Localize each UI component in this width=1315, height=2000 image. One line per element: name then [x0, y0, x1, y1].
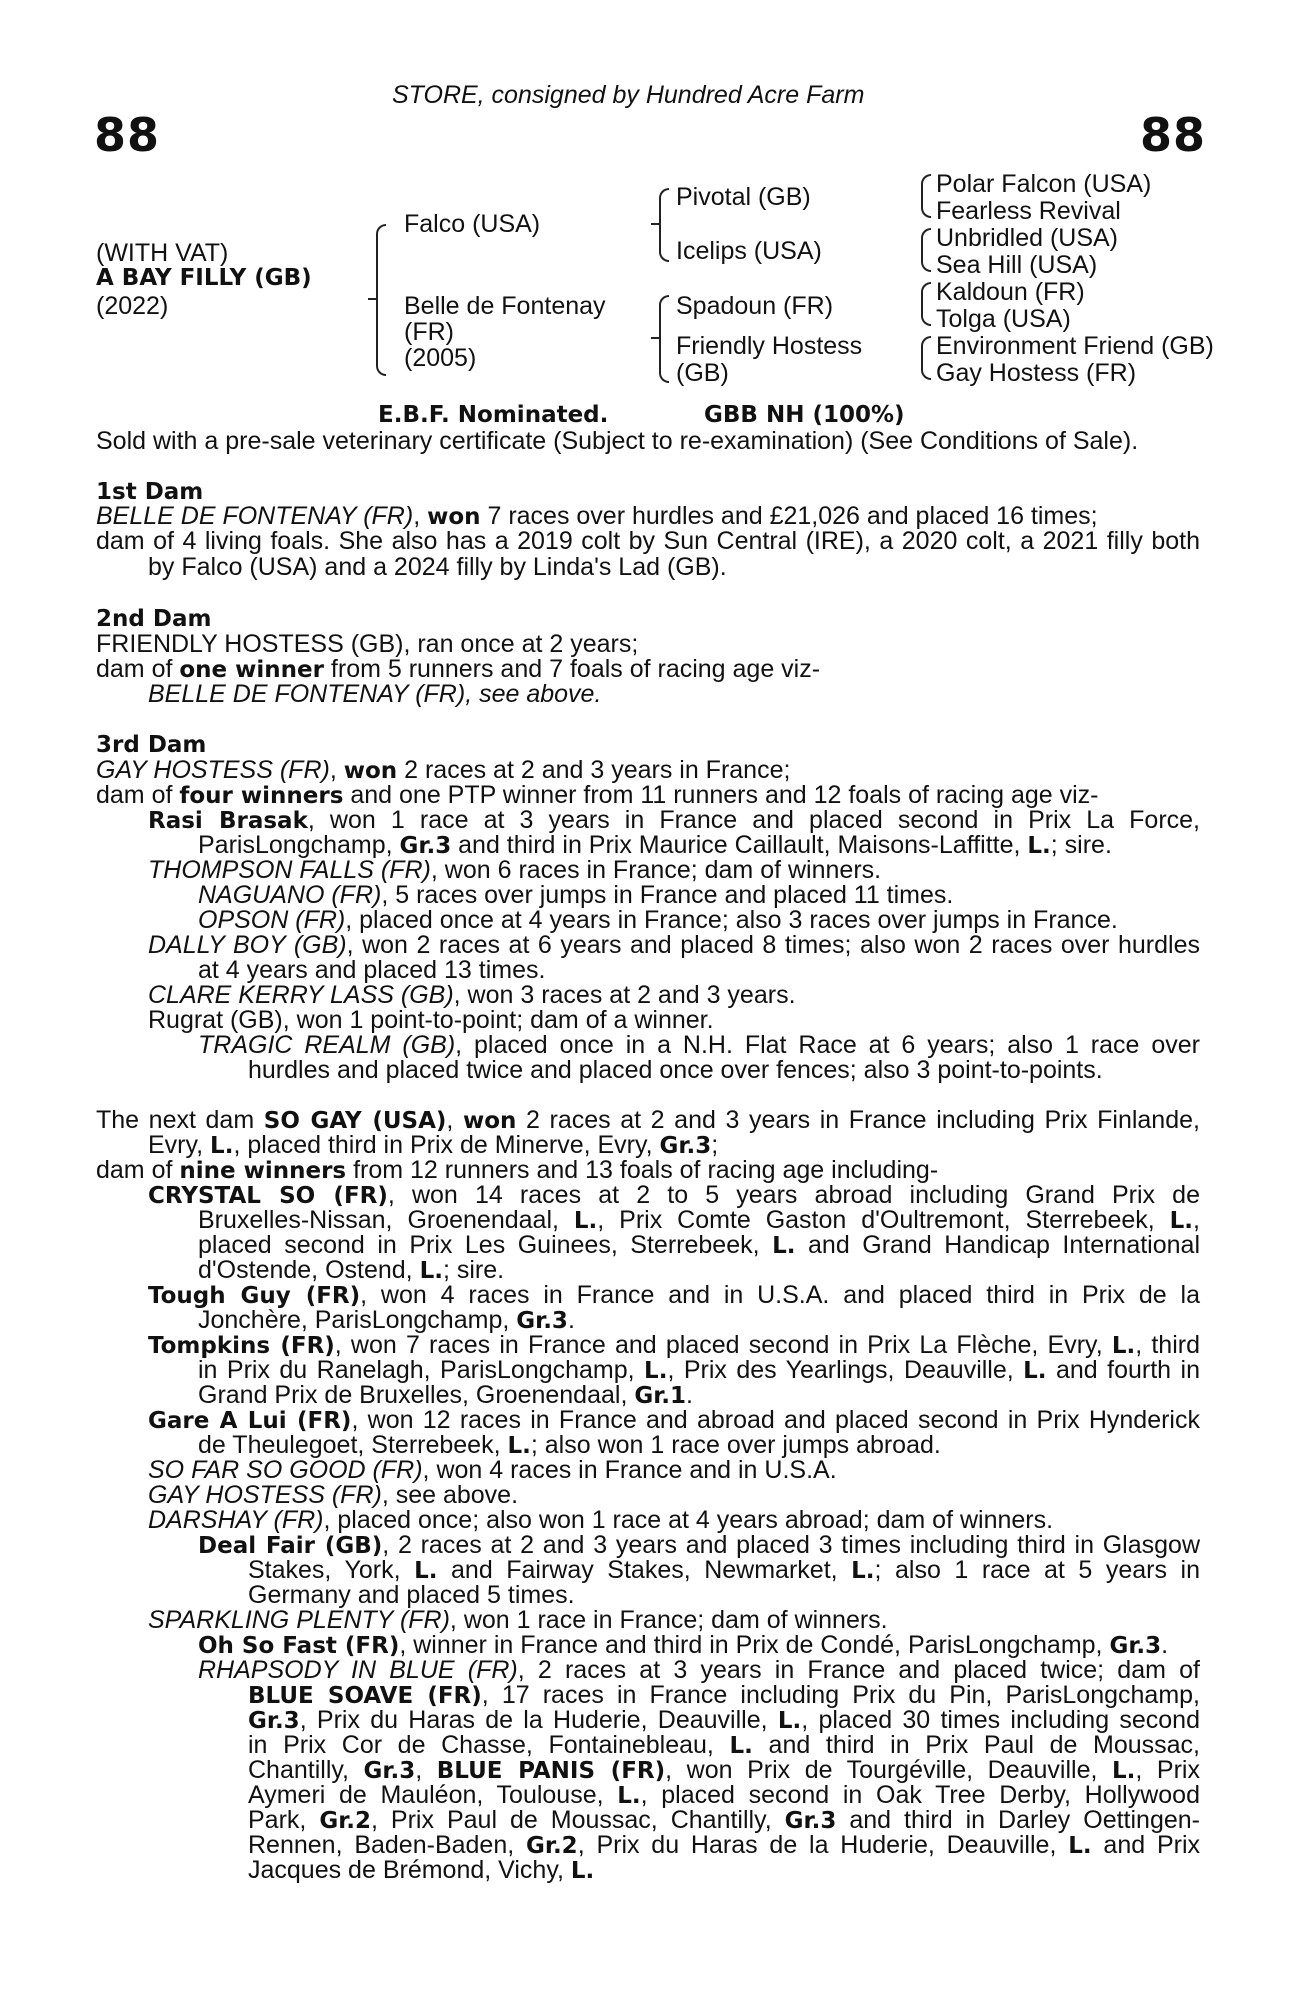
blue-soave-line6 [248, 1807, 1200, 1834]
record-text: , won 1 race in France; dam of winners. [449, 1606, 888, 1634]
horse-name: NAGUANO (FR) [198, 881, 382, 909]
text: Jacques de Brémond, Vichy, [248, 1856, 571, 1884]
text: placed second in Prix Les Guinees, Sterrebeek, [198, 1231, 773, 1259]
text: and third in Prix Paul de Moussac, [752, 1731, 1200, 1759]
blue-soave-line8 [248, 1857, 1200, 1884]
pedigree-sdd: Sea Hill (USA) [936, 251, 1098, 279]
rasi-brasak-line1 [148, 807, 1200, 834]
pedigree-dam-line2: (FR) [404, 318, 454, 346]
pedigree-brace-sire [659, 188, 669, 262]
text: , third [1135, 1331, 1200, 1359]
listed: L. [414, 1558, 438, 1584]
horse-name: GAY HOSTESS (FR) [148, 1481, 382, 1509]
record-text: , placed once in a N.H. Flat Race at 6 years; also 1 race over [455, 1031, 1200, 1059]
text: and Prix [1091, 1831, 1200, 1859]
text: , placed third in Prix de Minerve, Evry, [233, 1131, 660, 1159]
text: Rennen, Baden-Baden, [248, 1831, 526, 1859]
grade: Gr.1 [634, 1383, 687, 1409]
listed: L. [1068, 1833, 1092, 1859]
horse-name: A BAY FILLY (GB) [96, 265, 312, 291]
listed: L. [1169, 1208, 1194, 1234]
pedigree-brace-4a [921, 174, 931, 218]
text: ; sire. [442, 1256, 505, 1284]
horse-name: Tough Guy (FR) [148, 1283, 361, 1309]
foaling-year: (2022) [96, 292, 169, 320]
deal-fair-line2 [248, 1557, 1200, 1584]
record-text: , 5 races over jumps in France and placed 11 times. [381, 881, 954, 909]
text: d'Ostende, Ostend, [198, 1256, 420, 1284]
listed: L. [772, 1233, 796, 1259]
gare-a-lui-line1 [148, 1407, 1200, 1434]
rasi-brasak-line2 [198, 832, 1200, 859]
record-text: , 17 races in France including Prix du Pin, ParisLongchamp, [481, 1681, 1201, 1709]
blue-soave-line2 [248, 1707, 1200, 1734]
text: in Prix du Ranelagh, ParisLongchamp, [198, 1356, 645, 1384]
vat-note: (WITH VAT) [96, 239, 229, 267]
pedigree-brace-main-tick [368, 298, 376, 300]
pedigree-sds: Unbridled (USA) [936, 224, 1119, 252]
lot-number-right: 88 [1140, 108, 1207, 162]
pedigree-brace-main [376, 224, 386, 376]
ebf-nomination: E.B.F. Nominated. [378, 402, 609, 428]
blue-soave-line3 [248, 1732, 1200, 1759]
darshay-line [148, 1507, 1200, 1533]
crystal-so-line2 [198, 1207, 1200, 1234]
pedigree-brace-4c [921, 282, 931, 326]
horse-name: THOMPSON FALLS (FR) [148, 856, 431, 884]
oh-so-fast-line [198, 1632, 1200, 1659]
crystal-so-line3 [198, 1232, 1200, 1259]
text: and Grand Handicap International [795, 1231, 1200, 1259]
lot-number-left: 88 [94, 108, 161, 162]
so-far-so-good-line [148, 1457, 1200, 1483]
pedigree-dam-line3: (2005) [404, 344, 477, 372]
text: de Theulegoet, Sterrebeek, [198, 1431, 508, 1459]
listed: L. [851, 1558, 875, 1584]
listed: L. [777, 1708, 802, 1734]
naguano-line [198, 882, 1200, 908]
horse-name: OPSON (FR) [198, 906, 346, 934]
gbb-nomination: GBB NH (100%) [704, 402, 905, 428]
third-dam-line2 [96, 782, 1200, 809]
text: The next dam [96, 1106, 264, 1134]
horse-name: Rasi Brasak [148, 808, 308, 834]
second-dam-heading: 2nd Dam [96, 606, 212, 632]
text: , won 7 races in France and placed second in Prix La Flèche, Evry, [334, 1331, 1112, 1359]
dally-boy-line1 [148, 932, 1200, 958]
second-dam-line3: BELLE DE FONTENAY (FR), see above. [148, 680, 602, 708]
text: and fourth in [1046, 1356, 1200, 1384]
grade: Gr.3 [1109, 1633, 1162, 1659]
text: Bruxelles-Nissan, Groenendaal, [198, 1206, 574, 1234]
text: . [686, 1381, 693, 1409]
pedigree-sire: Falco (USA) [404, 210, 541, 238]
listed: L. [1023, 1358, 1047, 1384]
grade: Gr.3 [399, 833, 452, 859]
record-text: , see above. [381, 1481, 519, 1509]
first-dam-line1 [96, 503, 1200, 530]
thompson-falls-line [148, 857, 1200, 883]
deal-fair-line1 [198, 1532, 1200, 1559]
text: ; [711, 1131, 719, 1159]
tompkins-line1 [148, 1332, 1200, 1359]
winners-count: one winner [179, 657, 324, 683]
crystal-so-line4 [198, 1257, 1200, 1284]
text: dam of [96, 1156, 180, 1184]
gare-a-lui-line2 [198, 1432, 1200, 1459]
separator: , [446, 1106, 463, 1134]
record-text: , won 12 races in France and abroad and placed second in Prix Hynderick [351, 1406, 1200, 1434]
clare-kerry-lass-line [148, 982, 1200, 1008]
text: ; also 1 race at 5 years in [874, 1556, 1200, 1584]
pedigree-brace-4d [921, 336, 931, 380]
separator: , [413, 502, 428, 530]
dally-boy-line2: at 4 years and placed 13 times. [198, 956, 546, 984]
text: and third in Prix Maurice Caillault, Maisons-Laffitte, [451, 831, 1028, 859]
text: Grand Prix de Bruxelles, Groenendaal, [198, 1381, 635, 1409]
text: , Prix Paul de Moussac, Chantilly, [371, 1806, 785, 1834]
record-text: , won 4 races in France and in U.S.A. [422, 1456, 837, 1484]
third-dam-line1 [96, 757, 1200, 784]
horse-name: SO FAR SO GOOD (FR) [148, 1456, 423, 1484]
listed: L. [573, 1208, 598, 1234]
horse-name: Oh So Fast (FR) [198, 1633, 400, 1659]
first-dam-heading: 1st Dam [96, 479, 204, 505]
pedigree-brace-4b [921, 228, 931, 272]
grade: Gr.2 [526, 1833, 578, 1859]
third-dam-heading: 3rd Dam [96, 732, 207, 758]
listed: L. [419, 1258, 443, 1284]
text: from 12 runners and 13 foals of racing age including- [346, 1156, 939, 1184]
pedigree-dam-sire: Spadoun (FR) [676, 292, 834, 320]
grade: Gr.3 [363, 1758, 416, 1784]
text: dam of [96, 655, 180, 683]
listed: L. [644, 1358, 668, 1384]
horse-name: SPARKLING PLENTY (FR) [148, 1606, 450, 1634]
rugrat-line: Rugrat (GB), won 1 point-to-point; dam of a winner. [148, 1006, 714, 1034]
text: from 5 runners and 7 foals of racing age viz- [323, 655, 821, 683]
rhapsody-in-blue-line [198, 1657, 1200, 1683]
pedigree-dam-dam-line1: Friendly Hostess [676, 332, 863, 360]
horse-name: DARSHAY (FR) [148, 1506, 324, 1534]
horse-name: CLARE KERRY LASS (GB) [148, 981, 454, 1009]
horse-name: DALLY BOY (GB) [148, 931, 347, 959]
dam-name: BELLE DE FONTENAY (FR) [96, 502, 414, 530]
record-text: 2 races at 2 and 3 years in France; [397, 756, 791, 784]
text: Aymeri de Mauléon, Toulouse, [248, 1781, 618, 1809]
listed: L. [570, 1858, 595, 1884]
listed: L. [617, 1783, 641, 1809]
pedigree-sss: Polar Falcon (USA) [936, 170, 1152, 198]
record-text: , won 3 races at 2 and 3 years. [453, 981, 796, 1009]
opson-line [198, 907, 1200, 933]
deal-fair-line3: Germany and placed 5 times. [248, 1581, 575, 1609]
text: and Fairway Stakes, Newmarket, [437, 1556, 852, 1584]
text: , Prix du Haras de la Huderie, Deauville, [299, 1706, 778, 1734]
winners-count: four winners [179, 783, 344, 809]
text: , placed 30 times including second [801, 1706, 1200, 1734]
consignor-line: STORE, consigned by Hundred Acre Farm [392, 81, 865, 109]
won-label: won [462, 1108, 517, 1134]
listed: L. [210, 1133, 234, 1159]
dam-name: SO GAY (USA) [263, 1108, 447, 1134]
horse-name: RHAPSODY IN BLUE (FR) [198, 1656, 518, 1684]
text: in Prix Cor de Chasse, Fontainebleau, [248, 1731, 730, 1759]
next-dam-line1 [96, 1107, 1200, 1134]
record-text: , won 6 races in France; dam of winners. [430, 856, 882, 884]
record-text: , won 1 race at 3 years in France and placed second in Prix La Force, [307, 806, 1200, 834]
horse-name: Gare A Lui (FR) [148, 1408, 352, 1434]
pedigree-brace-sire-tick [651, 223, 659, 225]
text: , won Prix de Tourgéville, Deauville, [665, 1756, 1113, 1784]
blue-soave-line1 [248, 1682, 1200, 1709]
pedigree-sire-sire: Pivotal (GB) [676, 183, 811, 211]
won-label: won [343, 758, 398, 784]
winners-count: nine winners [179, 1158, 347, 1184]
text: , [415, 1756, 437, 1784]
text: , [1193, 1206, 1200, 1234]
pedigree-dam-line1: Belle de Fontenay [404, 292, 606, 320]
record-text: , placed once; also won 1 race at 4 years abroad; dam of winners. [323, 1506, 1054, 1534]
tough-guy-line2 [198, 1307, 1200, 1334]
text: ParisLongchamp, [198, 831, 400, 859]
separator: , [329, 756, 344, 784]
listed: L. [1111, 1333, 1136, 1359]
second-dam-line1: FRIENDLY HOSTESS (GB), ran once at 2 years; [96, 630, 639, 658]
tompkins-line3 [198, 1382, 1200, 1409]
tragic-realm-line2: hurdles and placed twice and placed once over fences; also 3 point-to-points. [248, 1056, 1103, 1084]
record-text: , won 4 races in France and in U.S.A. and placed third in Prix de la [360, 1281, 1200, 1309]
text: Evry, [148, 1131, 211, 1159]
grade: Gr.3 [659, 1133, 712, 1159]
grade: Gr.3 [248, 1708, 300, 1734]
pedigree-dam-dam-line2: (GB) [676, 359, 729, 387]
grade: Gr.2 [319, 1808, 372, 1834]
pedigree-dsd: Tolga (USA) [936, 305, 1071, 333]
pedigree-brace-dam-tick [651, 337, 659, 339]
crystal-so-line1 [148, 1182, 1200, 1209]
second-dam-line2 [96, 656, 1200, 683]
tompkins-line2 [198, 1357, 1200, 1384]
horse-name: TRAGIC REALM (GB) [198, 1031, 456, 1059]
horse-name: BLUE PANIS (FR) [436, 1758, 666, 1784]
next-dam-line2 [148, 1132, 1200, 1159]
tragic-realm-line1 [198, 1032, 1200, 1058]
text: , Prix du Haras de la Huderie, Deauville, [577, 1831, 1069, 1859]
first-dam-line2: dam of 4 living foals. She also has a 2019 colt by Sun Central (IRE), a 2020 colt, a 2021 filly both [96, 527, 1200, 555]
text: , Prix [1135, 1756, 1200, 1784]
listed: L. [507, 1433, 531, 1459]
listed: L. [729, 1733, 753, 1759]
record-text: 7 races over hurdles and £21,026 and placed 16 times; [480, 502, 1098, 530]
text: , Prix Comte Gaston d'Oultremont, Sterrebeek, [597, 1206, 1170, 1234]
horse-name: BLUE SOAVE (FR) [248, 1683, 482, 1709]
blue-soave-line7 [248, 1832, 1200, 1859]
record-text: , placed once at 4 years in France; also 3 races over jumps in France. [345, 906, 1118, 934]
horse-name: Tompkins (FR) [148, 1333, 335, 1359]
grade: Gr.3 [516, 1308, 568, 1334]
pedigree-sire-dam: Icelips (USA) [676, 237, 822, 265]
text: and third in Darley Oettingen- [836, 1806, 1200, 1834]
text: , winner in France and third in Prix de Condé, ParisLongchamp, [399, 1631, 1110, 1659]
pedigree-dss: Kaldoun (FR) [936, 278, 1085, 306]
pedigree-brace-dam [659, 295, 669, 383]
listed: L. [1112, 1758, 1136, 1784]
pedigree-dds: Environment Friend (GB) [936, 332, 1214, 360]
text: Park, [248, 1806, 320, 1834]
blue-soave-line5 [248, 1782, 1200, 1809]
text: , Prix des Yearlings, Deauville, [667, 1356, 1024, 1384]
record-text: , won 14 races at 2 to 5 years abroad including Grand Prix de [387, 1181, 1200, 1209]
next-dam-line3 [96, 1157, 1200, 1184]
vet-certificate-note: Sold with a pre-sale veterinary certificate (Subject to re-examination) (See Conditions of Sale). [96, 427, 1139, 455]
text: . [1161, 1631, 1169, 1659]
record-text: , 2 races at 3 years in France and placed twice; dam of [517, 1656, 1200, 1684]
text: and one PTP winner from 11 runners and 12 foals of racing age viz- [343, 781, 1099, 809]
pedigree-ssd: Fearless Revival [936, 197, 1121, 225]
record-text: , 2 races at 2 and 3 years and placed 3 times including third in Glasgow [382, 1531, 1200, 1559]
first-dam-line3: by Falco (USA) and a 2024 filly by Linda's Lad (GB). [148, 553, 727, 581]
horse-name: CRYSTAL SO (FR) [148, 1183, 388, 1209]
text: , placed second in Oak Tree Derby, Hollywood [640, 1781, 1200, 1809]
horse-name: Deal Fair (GB) [198, 1533, 383, 1559]
listed: L. [1027, 833, 1051, 859]
gay-hostess-line [148, 1482, 1200, 1508]
text: Jonchère, ParisLongchamp, [198, 1306, 517, 1334]
text: ; also won 1 race over jumps abroad. [530, 1431, 941, 1459]
pedigree-ddd: Gay Hostess (FR) [936, 359, 1137, 387]
tough-guy-line1 [148, 1282, 1200, 1309]
grade: Gr.3 [784, 1808, 837, 1834]
record-text: 2 races at 2 and 3 years in France including Prix Finlande, [516, 1106, 1200, 1134]
text: Stakes, York, [248, 1556, 415, 1584]
text: . [567, 1306, 575, 1334]
dam-name: GAY HOSTESS (FR) [96, 756, 330, 784]
text: Chantilly, [248, 1756, 364, 1784]
blue-soave-line4 [248, 1757, 1200, 1784]
record-text: , won 2 races at 6 years and placed 8 times; also won 2 races over hurdles [346, 931, 1200, 959]
won-label: won [427, 504, 481, 530]
sparkling-plenty-line [148, 1607, 1200, 1633]
text: dam of [96, 781, 180, 809]
text: ; sire. [1050, 831, 1112, 859]
